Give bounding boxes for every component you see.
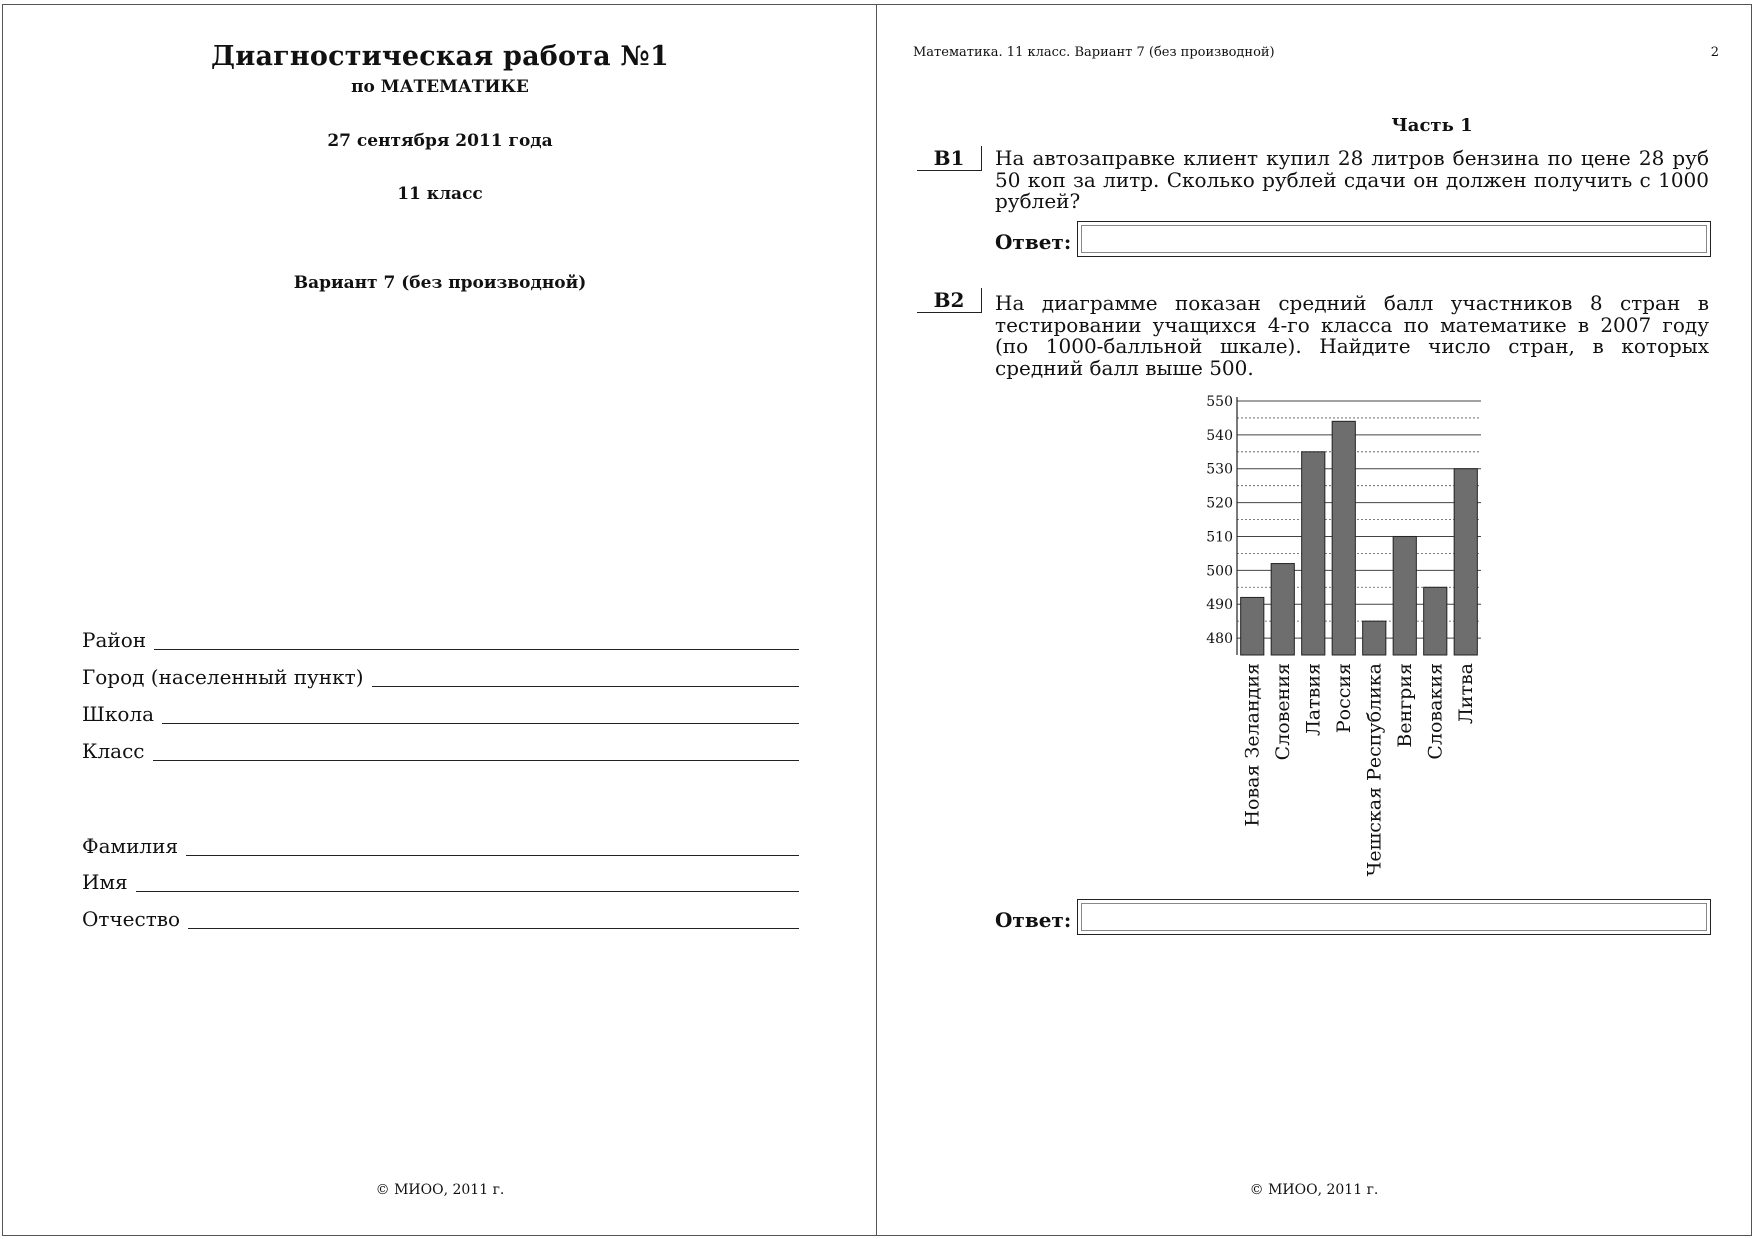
bar-7 xyxy=(1424,587,1447,655)
bar-6 xyxy=(1393,536,1416,655)
bar-chart xyxy=(1177,385,1497,895)
bar-1 xyxy=(1241,597,1264,655)
copyright-footer: © МИОО, 2011 г. xyxy=(1249,1182,1379,1198)
answer-field-b1[interactable] xyxy=(1077,221,1711,257)
field-rule[interactable] xyxy=(153,760,799,761)
bar-4 xyxy=(1332,421,1355,655)
y-tick-label: 510 xyxy=(1206,529,1233,546)
answer-field-b2[interactable] xyxy=(1077,899,1711,935)
field-surname[interactable] xyxy=(82,827,799,857)
task-text-b2: На диаграмме показан средний балл участников 8 стран в тестировании учащихся 4-го класса по математике в 2007 году (по 1000-балльной шкале). Найдите число стран, в которых средний балл выше 500. xyxy=(995,291,1709,380)
field-rule[interactable] xyxy=(136,891,799,892)
field-rule[interactable] xyxy=(372,686,800,687)
bar-5 xyxy=(1363,621,1386,655)
field-city[interactable] xyxy=(82,658,799,688)
page-2 xyxy=(876,4,1752,1236)
exam-date: 27 сентября 2011 года xyxy=(327,131,553,151)
answer-label-b1: Ответ: xyxy=(995,230,1072,254)
part-title: Часть 1 xyxy=(1391,115,1473,136)
answer-field-inner xyxy=(1081,225,1707,253)
x-category-label: Словакия xyxy=(1424,663,1447,760)
x-category-label: Россия xyxy=(1332,663,1355,734)
y-tick-label: 480 xyxy=(1206,631,1233,648)
x-category-label: Словения xyxy=(1271,663,1294,761)
answer-label-b2: Ответ: xyxy=(995,908,1072,932)
copyright-footer: © МИОО, 2011 г. xyxy=(375,1182,505,1198)
y-tick-label: 540 xyxy=(1206,427,1233,444)
subject: по МАТЕМАТИКЕ xyxy=(351,77,529,97)
y-tick-label: 550 xyxy=(1206,394,1233,410)
bar-8 xyxy=(1454,469,1477,655)
bar-3 xyxy=(1302,452,1325,655)
variant: Вариант 7 (без производной) xyxy=(293,273,587,293)
field-district[interactable] xyxy=(82,621,799,651)
grade: 11 класс xyxy=(397,184,483,204)
field-label: Имя xyxy=(82,870,128,894)
field-label: Фамилия xyxy=(82,834,179,858)
field-rule[interactable] xyxy=(188,928,799,929)
field-label: Класс xyxy=(82,739,145,763)
field-label: Школа xyxy=(82,702,154,726)
y-tick-label: 490 xyxy=(1206,597,1233,614)
field-rule[interactable] xyxy=(154,649,799,650)
bar-2 xyxy=(1271,564,1294,655)
y-tick-label: 530 xyxy=(1206,461,1233,478)
y-tick-label: 500 xyxy=(1206,563,1233,580)
field-first-name[interactable] xyxy=(82,863,799,893)
answer-field-inner xyxy=(1081,903,1707,931)
x-category-label: Новая Зеландия xyxy=(1241,663,1264,827)
task-number-b1: B1 xyxy=(917,146,982,171)
field-patronymic[interactable] xyxy=(82,900,799,930)
task-number-b2: B2 xyxy=(917,288,982,313)
task-text-b1: На автозаправке клиент купил 28 литров бензина по цене 28 руб 50 коп за литр. Сколько рублей сдачи он должен получить с 1000 рублей? xyxy=(995,146,1709,213)
page-number: 2 xyxy=(1710,45,1719,60)
field-class[interactable] xyxy=(82,732,799,762)
field-school[interactable] xyxy=(82,695,799,725)
field-rule[interactable] xyxy=(186,855,799,856)
running-head: Математика. 11 класс. Вариант 7 (без производной) xyxy=(913,45,1275,60)
field-rule[interactable] xyxy=(162,723,799,724)
x-category-label: Чешская Республика xyxy=(1363,663,1386,877)
field-label: Район xyxy=(82,628,147,652)
x-category-label: Литва xyxy=(1454,663,1477,725)
field-label: Отчество xyxy=(82,907,181,931)
y-tick-label: 520 xyxy=(1206,495,1233,512)
x-category-label: Венгрия xyxy=(1393,663,1416,748)
field-label: Город (населенный пункт) xyxy=(82,665,364,689)
page-title: Диагностическая работа №1 xyxy=(211,41,669,72)
title-page xyxy=(2,4,878,1236)
x-category-label: Латвия xyxy=(1302,663,1325,737)
